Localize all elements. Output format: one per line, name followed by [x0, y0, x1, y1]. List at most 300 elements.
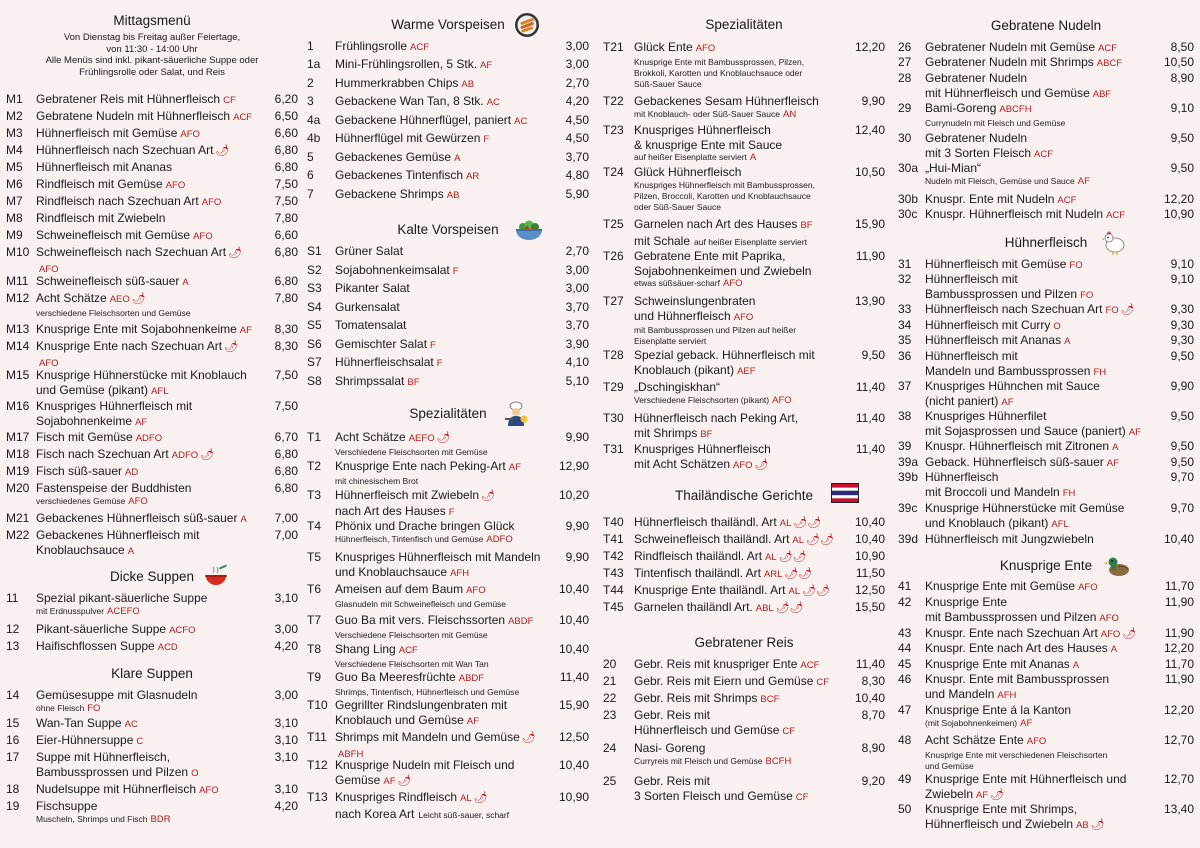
- item-number: T1: [307, 430, 322, 444]
- item-name-text: Knuspriges Hühnerfleisch: [634, 442, 771, 456]
- item-description: [36, 496, 191, 507]
- allergen-codes: AFO: [1099, 612, 1119, 624]
- item-price: 8,90: [1170, 71, 1194, 85]
- item-price: 6,60: [274, 126, 298, 140]
- item-name-text: Hühnerfleisch mit: [925, 349, 1018, 363]
- item-number: 48: [898, 733, 912, 747]
- item-description-text: Curryreis mit Fleisch und Gemüse: [634, 755, 763, 766]
- item-name-text: Hühnerfleischsalat: [335, 355, 434, 369]
- allergen-codes: FO: [1105, 305, 1119, 316]
- item-name: [335, 519, 514, 545]
- item-price: 12,20: [1163, 641, 1194, 655]
- item-description-text: Muscheln, Shrimps und Fisch: [36, 813, 148, 824]
- allergen-codes: ACEFO: [107, 605, 140, 617]
- item-name: [634, 217, 813, 249]
- item-name: [634, 691, 779, 708]
- item-description-text: Knusprige Ente mit verschiedenen Fleischsorten: [925, 749, 1108, 760]
- item-price: 9,90: [565, 430, 589, 444]
- chili-icon: 🌶: [200, 449, 215, 461]
- item-number: 44: [898, 641, 912, 655]
- item-name: [335, 150, 460, 167]
- item-number: 17: [6, 750, 20, 764]
- allergen-codes: ABDF: [458, 673, 485, 684]
- item-number: T3: [307, 488, 322, 502]
- menu-section: [898, 234, 1194, 252]
- item-price: 3,00: [565, 39, 589, 53]
- item-name: [36, 228, 213, 245]
- item-name-line2: [335, 713, 507, 730]
- item-number: T27: [603, 294, 624, 308]
- allergen-codes: AEFO: [408, 433, 435, 444]
- item-number: S7: [307, 355, 322, 369]
- item-name: [634, 442, 771, 473]
- item-description: [925, 718, 1071, 729]
- item-number: 7: [307, 187, 314, 201]
- item-price: 6,80: [274, 160, 298, 174]
- allergen-codes: AF: [480, 60, 493, 71]
- item-price: 11,90: [855, 249, 885, 263]
- item-description-text: mit Knoblauch- oder Süß-Sauer Sauce: [634, 108, 780, 119]
- item-price: 3,10: [274, 591, 298, 605]
- allergen-codes: AEF: [737, 365, 756, 377]
- item-description: [634, 57, 804, 68]
- item-price: 10,90: [854, 549, 885, 563]
- allergen-codes: BCFH: [765, 755, 792, 767]
- allergen-codes: AFO: [772, 394, 792, 406]
- section-title-text: Dicke Suppen: [109, 569, 195, 584]
- item-name-text: Acht Schätze: [36, 291, 107, 305]
- item-name-text: Rindfleisch mit Zwiebeln: [36, 211, 166, 225]
- item-name-text: Knusprige Ente thailändl. Art: [634, 583, 786, 597]
- item-name: [335, 758, 514, 789]
- item-name-text: Knusprige Ente mit Gemüse: [925, 579, 1076, 593]
- item-number: 4b: [307, 131, 321, 145]
- item-name-text: Phönix und Drache bringen Glück: [335, 519, 515, 533]
- item-number: 39a: [898, 455, 919, 469]
- item-price: 8,30: [861, 674, 885, 688]
- allergen-codes: FH: [1062, 487, 1076, 499]
- item-name-text: Pikant-säuerliche Suppe: [36, 622, 167, 636]
- item-name-text: Knuspriges Hühnerfleisch mit: [36, 399, 193, 413]
- item-price: 10,40: [854, 691, 885, 705]
- item-price: 4,20: [274, 799, 298, 813]
- item-price: 9,10: [1170, 257, 1194, 271]
- item-price: 8,90: [861, 741, 885, 755]
- item-name: [634, 348, 815, 379]
- item-description: Leicht süß-sauer, scharf: [418, 809, 510, 820]
- item-description-text: Glasnudeln mit Schweinefleisch und Gemüse: [335, 598, 507, 609]
- item-name-text: Hühnerfleisch mit: [925, 272, 1018, 286]
- item-name-text: Guo Ba Meeresfrüchte: [335, 670, 456, 684]
- item-price: 8,50: [1170, 40, 1194, 54]
- chili-icon: 🌶: [1122, 628, 1137, 640]
- item-number: 41: [898, 579, 912, 593]
- item-name: [335, 670, 519, 698]
- soup-bowl-icon: [203, 564, 229, 590]
- item-name: [925, 439, 1118, 456]
- item-name-text: Hühnerfleisch thailändl. Art: [634, 515, 777, 529]
- item-price: 6,70: [274, 430, 298, 444]
- allergen-codes: CF: [816, 677, 830, 688]
- item-name: [634, 165, 815, 213]
- item-price: 9,30: [1170, 318, 1194, 332]
- item-description: [925, 118, 1065, 129]
- item-price: 9,50: [1170, 349, 1194, 363]
- item-name: [335, 550, 540, 581]
- item-name: [335, 698, 507, 729]
- item-number: M2: [6, 109, 23, 123]
- item-name: [925, 579, 1098, 596]
- item-name-text: Gebratener Nudeln: [925, 71, 1028, 85]
- item-name: [335, 337, 436, 354]
- item-price: 10,40: [558, 758, 589, 772]
- item-number: T45: [603, 600, 624, 614]
- item-price: 7,50: [274, 177, 298, 191]
- item-price: 2,70: [565, 244, 589, 258]
- item-name-text: Knuspr. Ente nach Szechuan Art: [925, 626, 1098, 640]
- item-name-line2-text: Hühnerfleisch und Zwiebeln: [925, 816, 1074, 831]
- item-name: [634, 657, 819, 674]
- item-name: [925, 409, 1141, 440]
- item-name: [925, 207, 1125, 224]
- item-price: 4,20: [274, 639, 298, 653]
- item-price: 10,40: [558, 613, 589, 627]
- menu-section: [6, 568, 298, 586]
- item-name-line2-text: Hühnerfleisch und Gemüse: [634, 722, 780, 737]
- item-name-line2-text: Knoblauch (pikant): [634, 362, 735, 377]
- item-name-line2: [925, 817, 1105, 834]
- item-number: T6: [307, 582, 322, 596]
- item-name-text: Fastenspeise der Buddhisten: [36, 481, 192, 495]
- item-price: 12,90: [558, 459, 589, 473]
- item-name-text: Schweinefleisch nach Szechuan Art: [36, 245, 227, 259]
- chili-icon: 🌶: [224, 341, 239, 353]
- item-name-text: Hühnerfleisch mit Gemüse: [36, 126, 178, 140]
- section-title-text: Hühnerfleisch: [1004, 235, 1088, 250]
- allergen-codes: AF: [1077, 175, 1090, 187]
- item-name-line2-text: Sojabohnenkeimen und Zwiebeln: [634, 263, 812, 278]
- item-number: M7: [6, 194, 23, 208]
- item-name: [36, 447, 214, 464]
- chili-icon: 🌶: [131, 293, 146, 305]
- item-name: [36, 177, 185, 194]
- item-name-line2: [634, 426, 798, 443]
- item-name-line2: [36, 414, 192, 431]
- item-name-line2-text: und Hühnerfleisch: [634, 308, 731, 323]
- item-name: [335, 39, 429, 56]
- item-name-text: Knusprige Hühnerstücke mit Knoblauch: [36, 368, 247, 382]
- item-number: T10: [307, 698, 328, 712]
- item-number: M19: [6, 464, 30, 478]
- allergen-codes: ACF: [1098, 43, 1118, 54]
- item-name-text: Spezial geback. Hühnerfleisch mit: [634, 348, 815, 362]
- item-price: 7,80: [274, 291, 298, 305]
- item-price: 6,50: [274, 109, 298, 123]
- item-name: [925, 470, 1075, 501]
- item-name-text: Bami-Goreng: [925, 101, 997, 115]
- item-number: M21: [6, 511, 30, 525]
- item-price: 11,90: [1164, 626, 1194, 640]
- item-name: [335, 790, 509, 822]
- item-name: [634, 515, 821, 532]
- thai-flag-icon: [831, 483, 857, 509]
- item-name-text: Knusprige Ente nach Peking-Art: [335, 459, 506, 473]
- item-name: [634, 674, 829, 691]
- item-name: [335, 300, 400, 315]
- allergen-codes: AF: [466, 715, 479, 727]
- item-number: M22: [6, 528, 30, 542]
- item-price: 3,00: [274, 688, 298, 702]
- chili-icon: 🌶🌶: [793, 517, 822, 529]
- item-number: M14: [6, 339, 30, 353]
- item-name-line2-text: Mandeln und Bambussprossen: [925, 363, 1091, 378]
- allergen-codes: F: [430, 340, 436, 351]
- item-name-text: Fisch nach Szechuan Art: [36, 447, 169, 461]
- allergen-codes: AN: [783, 108, 797, 120]
- allergen-codes: AF: [135, 416, 148, 428]
- item-number: T21: [603, 40, 624, 54]
- item-name: [634, 380, 792, 406]
- allergen-codes: AFO: [39, 357, 59, 369]
- item-name-text: Hühnerflügel mit Gewürzen: [335, 131, 481, 145]
- section-title: [6, 665, 298, 683]
- allergen-codes: AF: [1001, 396, 1014, 408]
- item-price: 8,70: [861, 708, 885, 722]
- item-price: 9,90: [565, 519, 589, 533]
- item-description: [36, 703, 197, 714]
- item-number: M8: [6, 211, 23, 225]
- allergen-codes: AC: [124, 719, 138, 730]
- item-price: 9,50: [861, 348, 885, 362]
- item-name: [925, 302, 1135, 319]
- allergen-codes: BF: [700, 428, 713, 440]
- item-number: 47: [898, 703, 912, 717]
- allergen-codes: BCF: [760, 694, 780, 705]
- item-name: [634, 94, 819, 120]
- item-name-text: Shrimps mit Mandeln und Gemüse: [335, 730, 520, 744]
- chili-icon: 🌶: [990, 788, 1005, 801]
- item-name-text: Gebratener Reis mit Hühnerfleisch: [36, 92, 221, 106]
- chili-icon: 🌶🌶: [806, 534, 834, 546]
- item-name: [634, 411, 798, 442]
- item-price: 10,50: [1163, 55, 1194, 69]
- item-name-text: Gebackenes Hühnerfleisch süß-sauer: [36, 511, 238, 525]
- item-number: S1: [307, 244, 322, 258]
- item-name: [925, 501, 1124, 532]
- item-price: 15,90: [558, 698, 589, 712]
- item-name: [335, 459, 521, 487]
- item-name-text: Schweinefleisch thailändl. Art: [634, 532, 790, 546]
- item-name-text: Glück Hühnerfleisch: [634, 165, 742, 179]
- item-name-text: „Dschingiskhan“: [634, 380, 721, 394]
- item-description: [335, 630, 533, 641]
- item-name: [335, 642, 489, 670]
- item-name: [335, 355, 443, 372]
- allergen-codes: AB: [446, 190, 460, 201]
- item-name: [335, 430, 488, 458]
- item-name: [36, 399, 192, 430]
- item-number: 30c: [898, 207, 918, 221]
- item-price: 7,50: [274, 368, 298, 382]
- item-description: [634, 395, 792, 406]
- item-name-line2-text: Sojabohnenkeime: [36, 413, 133, 428]
- section-title: [898, 234, 1194, 252]
- item-number: 30: [898, 131, 912, 145]
- item-description: [335, 599, 506, 610]
- item-description-text: Knuspriges Hühnerfleisch mit Bambussprossen,: [634, 179, 815, 190]
- item-number: M20: [6, 481, 30, 495]
- allergen-codes: AFL: [1051, 518, 1069, 530]
- item-number: M10: [6, 245, 30, 259]
- section-title: [898, 557, 1194, 575]
- item-name-text: Shang Ling: [335, 642, 396, 656]
- section-title-text: Spezialitäten: [409, 406, 487, 421]
- allergen-codes: AB: [461, 79, 475, 90]
- item-name: [335, 187, 459, 204]
- allergen-codes: AFO: [722, 278, 743, 289]
- item-name-line2-text: mit Hühnerfleisch und Gemüse: [925, 85, 1090, 100]
- item-description: [634, 278, 811, 289]
- item-description: [335, 687, 519, 698]
- item-name-text: Gebackene Shrimps: [335, 187, 444, 201]
- item-price: 3,00: [565, 263, 589, 277]
- chili-icon: 🌶: [228, 247, 243, 259]
- allergen-codes: ACF: [1106, 210, 1126, 221]
- allergen-codes: F: [448, 506, 455, 518]
- item-name-text: Haifischflossen Suppe: [36, 639, 155, 653]
- allergen-codes: AFO: [180, 129, 200, 140]
- item-name: [36, 339, 238, 371]
- item-name-text: Suppe mit Hühnerfleisch,: [36, 750, 171, 764]
- item-price: 9,90: [1170, 379, 1194, 393]
- item-name-line2-text: Bambussprossen und Pilzen: [36, 764, 189, 779]
- item-name: [925, 672, 1109, 703]
- item-name-line2: [634, 789, 808, 806]
- item-number: T29: [603, 380, 624, 394]
- allergen-codes: O: [1053, 321, 1061, 332]
- allergen-codes: ACD: [157, 642, 178, 653]
- item-price: 12,20: [1163, 703, 1194, 717]
- menu-section: [603, 634, 885, 652]
- item-name-text: Nasi- Goreng: [634, 741, 706, 755]
- chili-icon: 🌶: [397, 774, 412, 787]
- item-price: 3,70: [565, 318, 589, 332]
- item-description-text: mit Bambussprossen und Pilzen auf heißer: [634, 325, 797, 335]
- item-description-text: etwas süßsäuer-scharf: [634, 278, 720, 288]
- item-number: T5: [307, 550, 322, 564]
- item-name-text: Knuspriges Hühnerfilet: [925, 409, 1047, 423]
- item-number: S2: [307, 263, 322, 277]
- allergen-codes: A: [127, 545, 135, 557]
- allergen-codes: AFO: [733, 311, 754, 323]
- item-description: Eisenplatte serviert: [634, 336, 707, 346]
- intro-line: Frühlingsrolle oder Salat, und Reis: [79, 66, 225, 78]
- chili-icon: 🌶: [473, 792, 488, 804]
- item-name: [925, 733, 1107, 772]
- item-number: 21: [603, 674, 617, 688]
- item-name-text: Gebr. Reis mit: [634, 708, 711, 722]
- allergen-codes: AFO: [1026, 736, 1047, 747]
- item-name-line2: [925, 287, 1093, 304]
- item-name-line2-text: Gemüse: [335, 772, 381, 787]
- item-description: [925, 750, 1107, 761]
- item-price: 6,80: [274, 464, 298, 478]
- item-name: [335, 113, 527, 130]
- allergen-codes: AL: [460, 793, 472, 804]
- section-title: [307, 405, 589, 423]
- item-number: T4: [307, 519, 322, 533]
- item-name-line2-text: Bambussprossen und Pilzen: [925, 286, 1078, 301]
- item-description: [36, 606, 207, 617]
- item-description-text: Verschiedene Fleischsorten mit Gemüse: [335, 629, 488, 640]
- item-name-line2-text: mit Sojasprossen und Sauce (paniert): [925, 423, 1126, 438]
- item-description: [36, 814, 171, 825]
- allergen-codes: CF: [782, 725, 796, 737]
- chili-icon: 🌶🌶: [775, 602, 804, 614]
- item-number: M11: [6, 274, 29, 288]
- item-name-text: Nudelsuppe mit Hühnerfleisch: [36, 782, 197, 796]
- item-price: 9,50: [1170, 455, 1194, 469]
- chili-icon: 🌶: [1120, 304, 1135, 316]
- chili-icon: 🌶: [436, 432, 451, 444]
- item-name-text: Knusprige Ente á la Kanton: [925, 703, 1072, 717]
- item-description: Pilzen, Broccoli, Karotten und Knoblauchsauce: [634, 190, 811, 201]
- allergen-codes: F: [483, 134, 490, 145]
- item-price: 3,70: [565, 150, 589, 164]
- section-title-text: Mittagsmenü: [113, 13, 191, 28]
- item-number: 26: [898, 40, 912, 54]
- item-description: [634, 180, 815, 191]
- item-name-line2: [925, 516, 1124, 533]
- item-name: [335, 57, 492, 74]
- item-name: [634, 566, 812, 583]
- item-name-text: Hühnerfleisch nach Szechuan Art: [36, 143, 214, 157]
- item-price: 11,70: [1164, 657, 1194, 671]
- item-name-text: Gebackenes Hühnerfleisch mit: [36, 528, 200, 542]
- item-name: [36, 733, 143, 750]
- item-name-text: Gegrillter Rindslungenbraten mit: [335, 698, 508, 712]
- item-name-text: Knuspr. Ente mit Nudeln: [925, 192, 1055, 206]
- section-title: [898, 17, 1194, 35]
- allergen-codes: ACF: [1034, 148, 1054, 160]
- duck-icon: [1104, 553, 1130, 579]
- item-number: 1: [307, 39, 314, 53]
- item-price: 4,80: [565, 168, 589, 182]
- item-number: 1a: [307, 57, 321, 71]
- section-title: [6, 568, 298, 586]
- item-price: 3,10: [274, 733, 298, 747]
- allergen-codes: AFO: [165, 180, 186, 191]
- allergen-codes: ACF: [800, 660, 820, 671]
- item-name-line2-text: Knoblauchsauce: [36, 542, 125, 557]
- item-name: [36, 799, 171, 825]
- item-name-text: Gebratener Nudeln mit Gemüse: [925, 40, 1096, 54]
- section-title: [603, 16, 885, 34]
- item-name-text: Gurkensalat: [335, 300, 400, 314]
- item-name-text: Sojabohnenkeimsalat: [335, 263, 450, 277]
- allergen-codes: ABL: [755, 603, 774, 614]
- item-number: 5: [307, 150, 314, 164]
- item-description-text: Knusprige Ente mit Bambussprossen, Pilzen,: [634, 56, 805, 67]
- allergen-codes: A: [454, 153, 461, 164]
- item-number: 24: [603, 741, 617, 755]
- item-price: 10,40: [854, 515, 885, 529]
- item-price: 8,30: [274, 322, 298, 336]
- allergen-codes: ACF: [398, 645, 418, 656]
- item-name-line2-text: und Gemüse (pikant): [36, 382, 149, 397]
- item-number: 39c: [898, 501, 918, 515]
- item-name-line2: [634, 309, 796, 326]
